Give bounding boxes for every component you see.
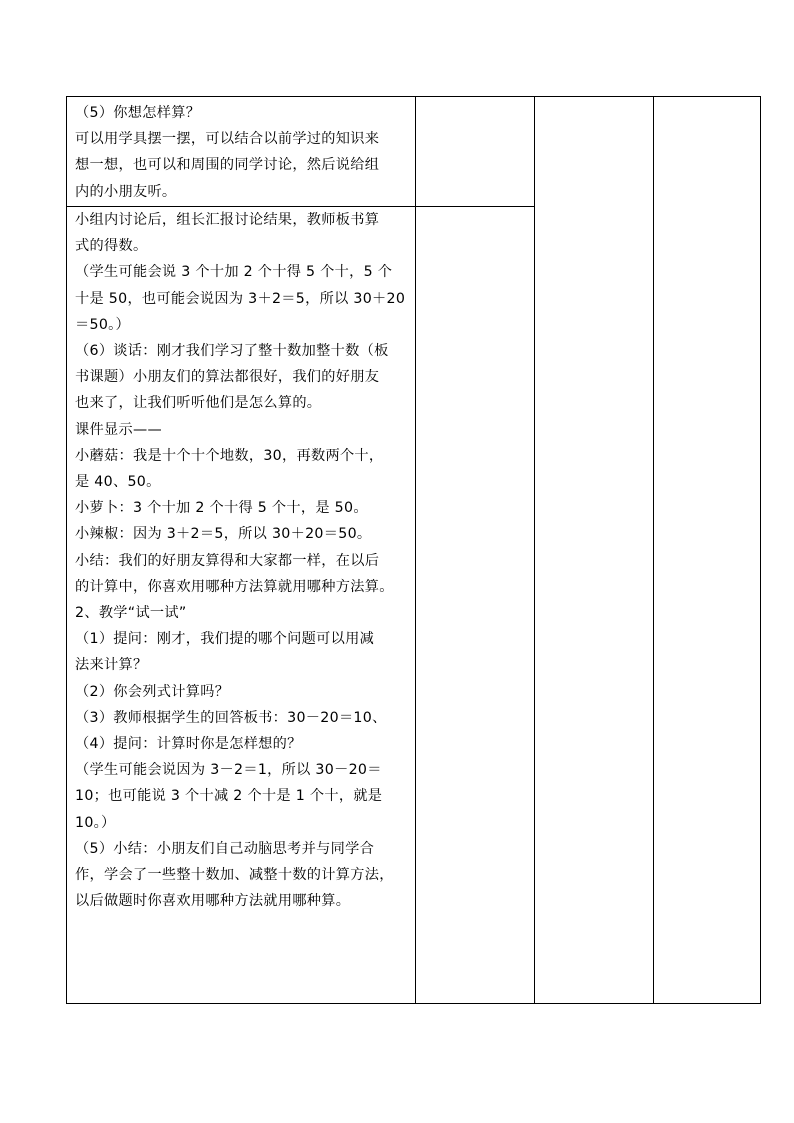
- text-line: 课件显示——: [75, 421, 162, 438]
- text-line: 小结：我们的好朋友算得和大家都一样，在以后: [75, 552, 380, 569]
- column-divider: [653, 97, 654, 1003]
- text-line: 是 40、50。: [75, 474, 161, 491]
- lesson-plan-table: [66, 96, 761, 1004]
- text-line: ＝50。）: [75, 316, 131, 333]
- text-line: 2、教学“试一试”: [75, 605, 187, 622]
- text-line: 小组内讨论后，组长汇报讨论结果，教师板书算: [75, 212, 380, 228]
- text-line: （5）你想怎样算？: [75, 105, 201, 121]
- text-line: （6）谈话：刚才我们学习了整十数加整十数（板: [75, 343, 389, 360]
- text-line: 也来了，让我们听听他们是怎么算的。: [75, 395, 322, 412]
- text-line: 式的得数。: [75, 238, 148, 255]
- text-line: 小萝卜：3 个十加 2 个十得 5 个十，是 50。: [75, 500, 368, 517]
- text-line: 内的小朋友听。: [75, 183, 177, 200]
- column-divider: [534, 97, 535, 1003]
- text-line: 的计算中，你喜欢用哪种方法算就用哪种方法算。: [75, 578, 394, 595]
- text-line: （3）教师根据学生的回答板书：30－20＝10、: [75, 709, 387, 726]
- row2-cell-content: [75, 207, 413, 914]
- text-line: 法来计算？: [75, 657, 148, 674]
- text-line: 小辣椒：因为 3＋2＝5，所以 30＋20＝50。: [75, 526, 372, 543]
- text-line: （2）你会列式计算吗？: [75, 683, 230, 700]
- text-line: （5）小结：小朋友们自己动脑思考并与同学合: [75, 840, 375, 857]
- text-line: （学生可能会说 3 个十加 2 个十得 5 个十，5 个: [75, 264, 393, 281]
- row1-cell-content: [75, 100, 413, 205]
- text-line: 书课题）小朋友们的算法都很好，我们的好朋友: [75, 369, 380, 386]
- column-divider: [415, 97, 416, 1003]
- text-line: （学生可能会说因为 3－2＝1，所以 30－20＝: [75, 762, 382, 779]
- text-line: 小蘑菇：我是十个十个地数，30，再数两个十，: [75, 447, 384, 464]
- text-line: （1）提问：刚才，我们提的哪个问题可以用减: [75, 631, 375, 648]
- text-line: （4）提问：计算时你是怎样想的？: [75, 736, 302, 753]
- text-line: 10；也可能说 3 个十减 2 个十是 1 个十，就是: [75, 788, 383, 805]
- text-line: 作，学会了一些整十数加、减整十数的计算方法，: [75, 867, 394, 884]
- text-line: 想一想，也可以和周围的同学讨论，然后说给组: [75, 157, 380, 174]
- text-line: 10。）: [75, 814, 116, 831]
- text-line: 可以用学具摆一摆，可以结合以前学过的知识来: [75, 131, 380, 148]
- text-line: 十是 50，也可能会说因为 3＋2＝5，所以 30＋20: [75, 290, 406, 307]
- text-line: 以后做题时你喜欢用哪种方法就用哪种算。: [75, 893, 351, 910]
